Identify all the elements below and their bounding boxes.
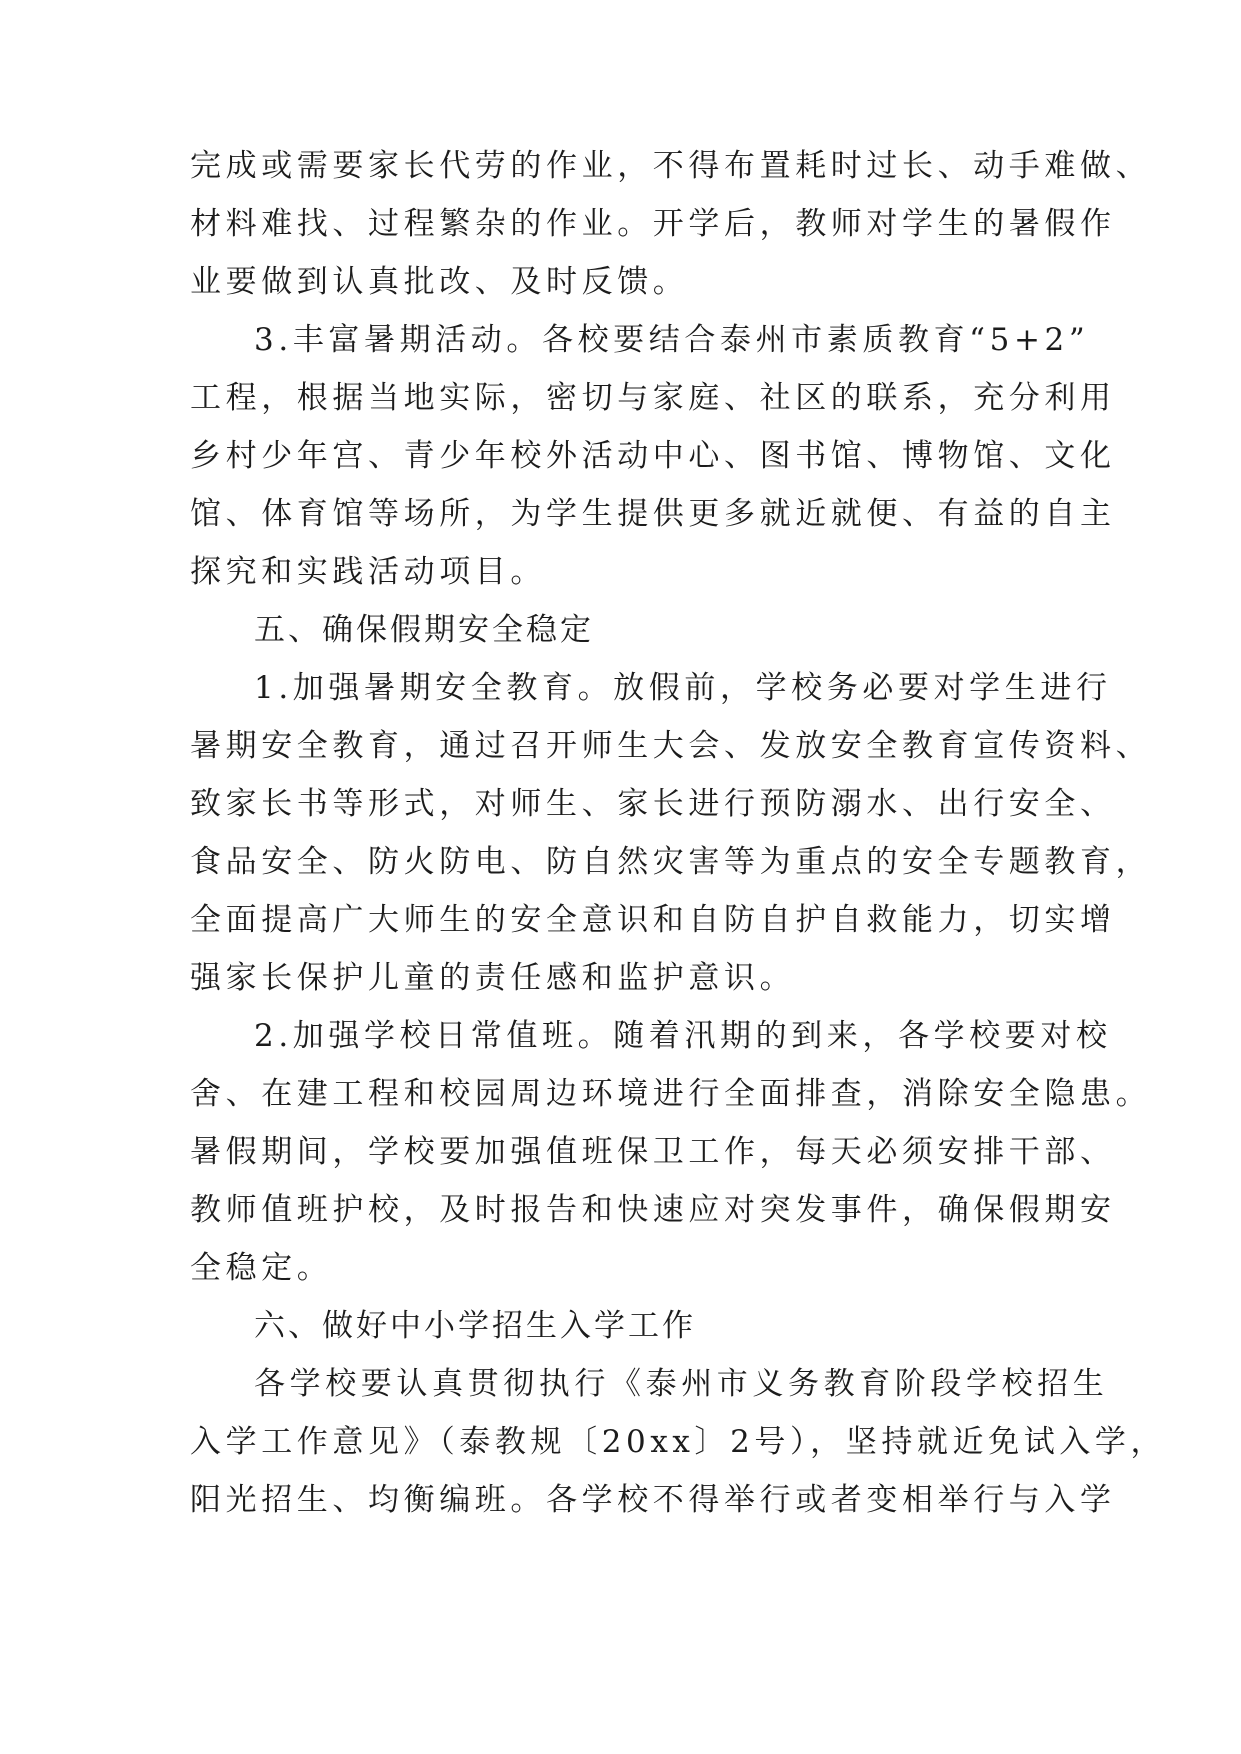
paragraph-line: 业要做到认真批改、及时反馈。 xyxy=(190,264,689,300)
paragraph-line: 阳光招生、均衡编班。各学校不得举行或者变相举行与入学 xyxy=(190,1482,1116,1518)
paragraph-line: 乡村少年宫、青少年校外活动中心、图书馆、博物馆、文化 xyxy=(190,438,1116,474)
paragraph-line: 暑期安全教育，通过召开师生大会、发放安全教育宣传资料、 xyxy=(190,728,1152,764)
paragraph-line: 舍、在建工程和校园周边环境进行全面排查，消除安全隐患。 xyxy=(190,1076,1152,1112)
section-heading: 五、确保假期安全稳定 xyxy=(254,612,594,648)
paragraph-line: 2.加强学校日常值班。随着汛期的到来，各学校要对校 xyxy=(254,1018,1112,1054)
paragraph-line: 强家长保护儿童的责任感和监护意识。 xyxy=(190,960,796,996)
paragraph-line: 工程，根据当地实际，密切与家庭、社区的联系，充分利用 xyxy=(190,380,1116,416)
paragraph-line: 教师值班护校，及时报告和快速应对突发事件，确保假期安 xyxy=(190,1192,1116,1228)
paragraph-line: 探究和实践活动项目。 xyxy=(190,554,546,590)
paragraph-line: 食品安全、防火防电、防自然灾害等为重点的安全专题教育， xyxy=(190,844,1152,880)
paragraph-line: 材料难找、过程繁杂的作业。开学后，教师对学生的暑假作 xyxy=(190,206,1116,242)
paragraph-line: 全稳定。 xyxy=(190,1250,333,1286)
paragraph-line: 全面提高广大师生的安全意识和自防自护自救能力，切实增 xyxy=(190,902,1116,938)
paragraph-line: 完成或需要家长代劳的作业，不得布置耗时过长、动手难做、 xyxy=(190,148,1152,184)
paragraph-line: 暑假期间，学校要加强值班保卫工作，每天必须安排干部、 xyxy=(190,1134,1116,1170)
paragraph-line: 3.丰富暑期活动。各校要结合泰州市素质教育“5+2” xyxy=(254,322,1090,358)
paragraph-line: 各学校要认真贯彻执行《泰州市义务教育阶段学校招生 xyxy=(254,1366,1109,1402)
section-heading: 六、做好中小学招生入学工作 xyxy=(254,1308,696,1344)
paragraph-line: 致家长书等形式，对师生、家长进行预防溺水、出行安全、 xyxy=(190,786,1116,822)
paragraph-line: 入学工作意见》（泰教规〔20xx〕2号），坚持就近免试入学， xyxy=(190,1424,1167,1460)
paragraph-line: 1.加强暑期安全教育。放假前，学校务必要对学生进行 xyxy=(254,670,1112,706)
paragraph-line: 馆、体育馆等场所，为学生提供更多就近就便、有益的自主 xyxy=(190,496,1116,532)
